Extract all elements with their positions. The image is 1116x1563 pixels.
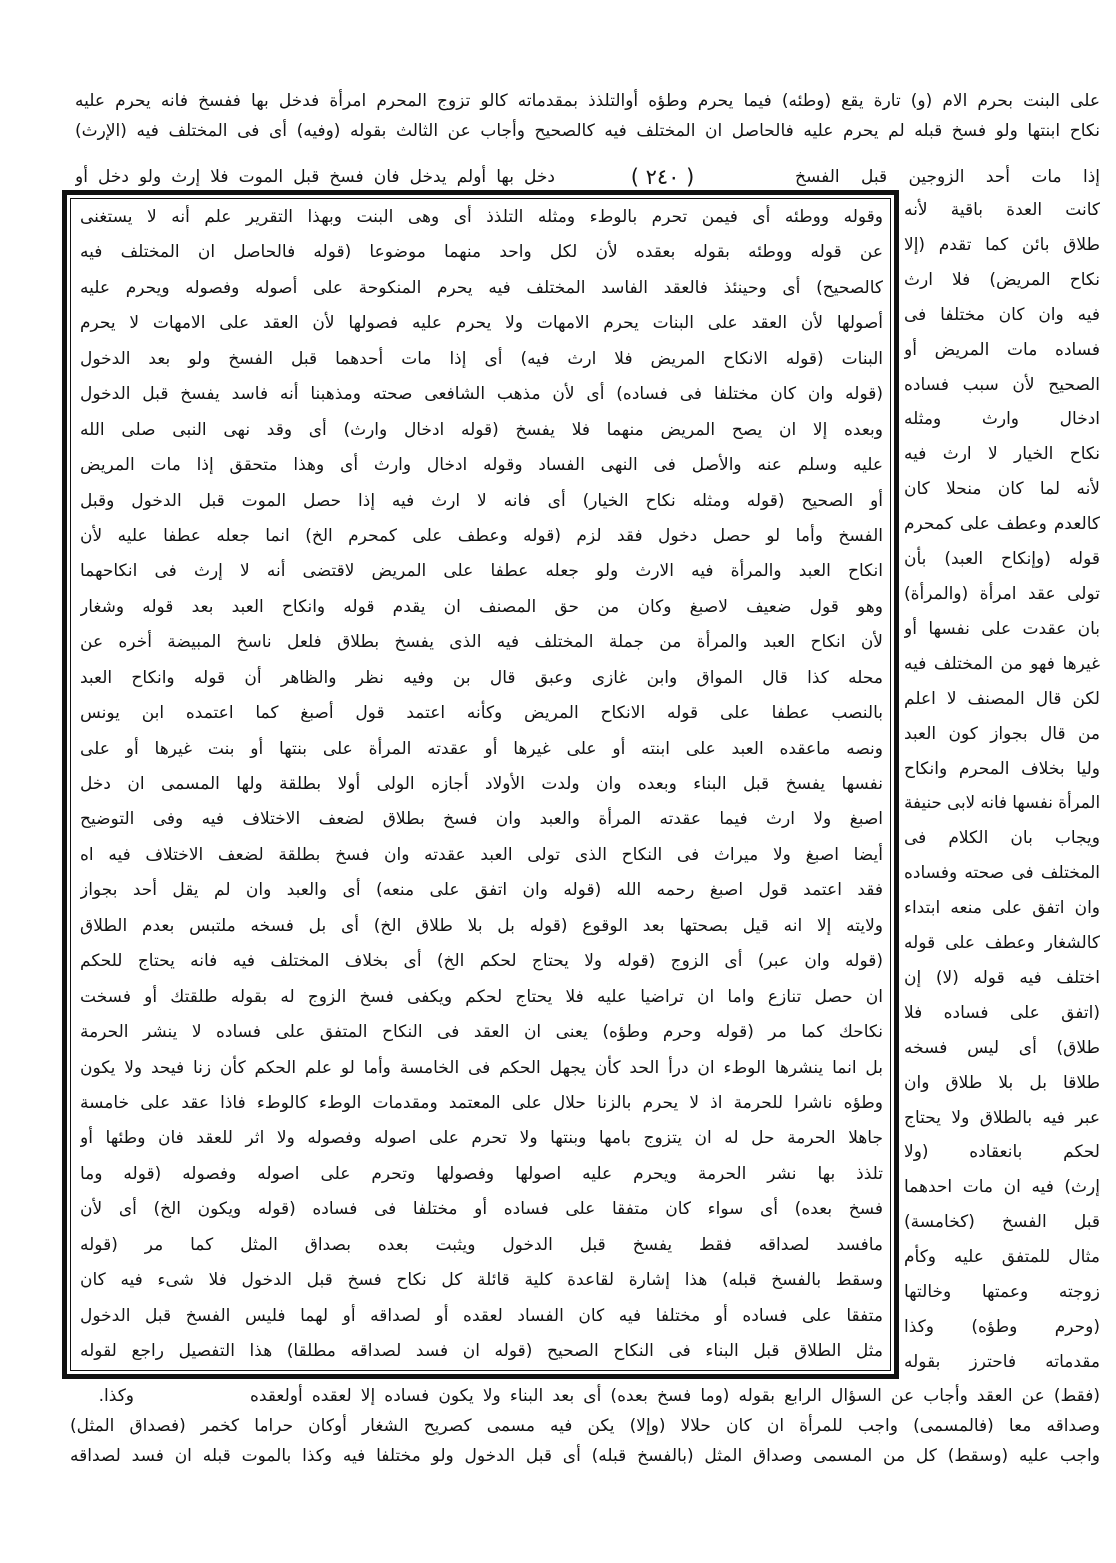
commentary-line-text: البنات (قوله الانكاح المريض فلا ارث فيه) أى إذا مات أحدهما قبل الفسخ ولو بعد الدخول [80,348,883,369]
margin-column-line-text: لأنه لما كان منحلا كان [904,479,1100,500]
commentary-line [80,1335,883,1367]
commentary-line-text: محله كذا قال المواق وابن غازى وعبق قال بن وفيه نظر والظاهر أن قوله وانكاح العبد [80,667,883,688]
commentary-line-text: انكاح العبد والمرأة فيه الارث ولو جعله عطفا على المريض لاقتضى أنه لا إرث فى انكاحهما [80,561,883,582]
margin-column-line [904,1136,1100,1168]
margin-column-line [904,403,1100,435]
margin-column-line-text: لحكم بانعقاده (ولا [904,1142,1100,1163]
commentary-line-text: (قوله وان عبر) أى الزوج (قوله ولا يحتاج لحكم الخ) أى بخلاف المختلف فيه فانه يحتاج للحكم [80,951,883,972]
margin-column-line-text: نكاح الخيار لا ارث فيه [904,444,1100,465]
margin-column-line [904,334,1100,366]
commentary-line-text: أيضا اصبغ ولا ميراث فى النكاح الذى تولى العبد عقدته وان فسخ بطلقة لضعف الاختلاف فيه اه [80,844,883,865]
margin-column-line [904,892,1100,924]
margin-column-line-text: فيه وان كان مختلفا فى [904,304,1100,325]
margin-column-line [904,1067,1100,1099]
margin-column-line [904,473,1100,505]
margin-column-line-text: طلاقا بل بلا طلاق وان [904,1072,1100,1093]
margin-column-line [904,1346,1100,1378]
main-text-line-text: دخل بها أولم يدخل فان فسخ قبل الموت فلا إرث ولو دخل أو [75,167,555,187]
margin-column-line [904,543,1100,575]
commentary-line-text: اصبغ ولا ارث فيما عقدته المرأة والعبد وان فسخ بطلاق لضعف الاختلاف فيه وفى التوضيح [80,809,883,830]
commentary-line [80,591,883,623]
commentary-line-text: نفسها يفسخ قبل البناء وبعده وان ولدت الأولاد أجازه الولى أولا بطلقة ولها المسمى ان دخل [80,774,883,794]
margin-column-line [904,508,1100,540]
margin-column-line [904,857,1100,889]
commentary-line-text: أو الصحيح (قوله ومثله نكاح الخيار) أى فانه لا ارث فيه إذا حصل الموت قبل الدخول وقبل [80,490,883,511]
margin-column-line-text: اختلف فيه قوله (لا) إن [904,967,1100,988]
margin-column-line [904,1032,1100,1064]
margin-column-line-text: زوجته وعمتها وخالتها [904,1282,1100,1303]
commentary-line [80,414,883,446]
margin-column-line [904,927,1100,959]
commentary-line [80,378,883,410]
commentary-line-text: وبعده إلا ان يصح المريض منهما فلا يفسخ (قوله ادخال وارث) أى وقد نهى النبى صلى الله [80,419,883,440]
commentary-line-text: كالصحيح) أى وحينئذ فالعقد الفاسد المختلف فيه يحرم المنكوحة على أصوله وفصوله ويحرم عليه [80,277,883,298]
commentary-line [80,555,883,587]
commentary-line [80,662,883,694]
commentary-box [62,190,899,1379]
commentary-line-text: ان حصل تنازع واما ان تراضيا عليه فلا يحتاج لحكم ويكفى فسخ الزوج له بقوله طلقتك أو فسخت [80,986,883,1007]
main-text-line-text: إذا مات أحد الزوجين قبل الفسخ [795,167,1100,187]
commentary-line [80,697,883,729]
commentary-line-text: الفسخ وأما لو حصل دخول فقد لزم (قوله وعطف على كمحرم الخ) انما جعله عطفا عليه لأن [80,525,883,546]
margin-column-line-text: وان اتفق على منعه ابتداء [904,898,1100,919]
main-text-line-end [70,1381,134,1411]
commentary-line-text: وقوله ووطئه أى فيمن تحرم بالوطء ومثله التلذذ أى وهى البنت وبهذا التقرير علم أنه لا يستغنى [80,207,883,227]
main-text-line-left-part [75,162,555,192]
margin-column-line [904,822,1100,854]
commentary-line [80,1300,883,1332]
commentary-line [80,1229,883,1261]
margin-column-line [904,997,1100,1029]
margin-column-line [904,1311,1100,1343]
commentary-line [80,272,883,304]
margin-column-line-text: ويجاب بان الكلام فى [904,828,1100,849]
margin-column [904,194,1100,1378]
main-text-line [75,116,1100,146]
main-text-line-text: على البنت بحرم الام (و) تارة يقع (وطئه) فيما يحرم وطؤه أوالتلذذ بمقدماته كالو تزوج المحرم امرأة فدخل بها ففسخ فانه يحرم عليه [75,91,1100,111]
margin-column-line [904,194,1100,226]
margin-column-line-text: (اتفق على فساده فلا [904,1002,1100,1023]
main-text-line-text: نكاح ابنتها ولو فسخ قبله لم يحرم عليه فالحاصل ان المختلف فيه كالصحيح وأجاب عن الثالث بقوله (وفيه) أى فى المختلف فيه (الإرث) [75,121,1100,141]
commentary-line-text: وهو قول ضعيف لاصبغ وكان من حق المصنف ان يقدم قوله وانكاح العبد بعد قوله وشغار [80,596,883,617]
main-text-line-text: وصداقه معا (فالمسمى) واجب للمرأة ان كان حلالا (وإلا) يكن فيه مسمى كصريح الشغار أوكان حراما كخمر (فصداق المثل) [70,1416,1100,1436]
commentary-line-text: وطؤه ناشرا للحرمة اذ لا يحرم بالزنا حلال على المعتمد ومقدمات الوطء كالوطء فاذا عقد على خامسة [80,1092,883,1113]
margin-column-line [904,683,1100,715]
commentary-line [80,626,883,658]
commentary-line-text: (قوله وان كان مختلفا فى فساده) أى لأن مذهب الشافعى صحته ومذهبنا أنه فاسد يفسخ قبل الدخول [80,384,883,405]
margin-column-line [904,1276,1100,1308]
margin-column-line-text: كالعدم وعطف على كمحرم [904,514,1100,535]
commentary-line [80,733,883,765]
margin-column-line-text: ادخال وارث ومثله [904,409,1100,430]
margin-column-line-text: غيرها فهو من المختلف فيه [904,653,1100,674]
margin-column-line [904,1102,1100,1134]
margin-column-line-text: لكن قال المصنف لا اعلم [904,688,1100,709]
main-text-line [70,1411,1100,1441]
margin-column-line-text: قوله (وإنكاح العبد) بأن [904,549,1100,570]
margin-column-line-text: إرث) فيه ان مات احدهما [904,1177,1100,1198]
commentary-line-text: عليه وسلم عنه والأصل فى النهى الفساد وقوله ادخال وارث أى وهذا متحقق إذا مات المريض [80,455,883,476]
commentary-line-text: تلذذ بها نشر الحرمة ويحرم عليه اصولها وفصولها وتحرم على اصوله وفصوله (قوله وما [80,1163,883,1184]
margin-column-line-text: مثال للمتفق عليه وكأم [904,1247,1100,1268]
margin-column-line-text: عبر فيه بالطلاق ولا يحتاج [904,1107,1100,1128]
margin-column-line-text: من قال بجواز كون العبد [904,723,1100,744]
margin-column-line-text: طلاق) أى ليس فسخه [904,1037,1100,1058]
margin-column-line-text: وليا بخلاف المحرم وانكاح [904,758,1100,779]
commentary-line-text: فسخ بعده) أى سواء كان متفقا على فساده أو مختلفا فى فساده (قوله ويكون الخ) أى لأن [80,1199,883,1220]
commentary-line-text: بالنصب عطفا على قوله الانكاح المريض وكأنه اعتمد قول أصبغ كما اعتمده ابن يونس [80,703,883,724]
margin-column-line-text: كالشغار وعطف على قوله [904,933,1100,954]
page-number-text: ( ٢٤٠ ) [630,165,695,189]
margin-column-line [904,648,1100,680]
commentary-line [80,1122,883,1154]
commentary-line [80,910,883,942]
commentary-line-text: لأن انكاح العبد والمرأة من جملة المختلف فيه الذى يفسخ بطلاق فلعل ناسخ المبيضة أخره عن [80,632,883,653]
commentary-line [80,945,883,977]
margin-column-line-text: نكاح المريض) فلا ارث [904,269,1100,290]
margin-column-line-text: (وحرم وطؤه) وكذا [904,1317,1100,1337]
commentary-line [80,449,883,481]
commentary-line [80,1052,883,1084]
commentary-line-text: مثل الطلاق قبل البناء فى النكاح الصحيح (قوله ان فسد لصداقه مطلقا) هذا التفصيل راجع لقوله [80,1341,883,1361]
margin-column-line [904,613,1100,645]
commentary-line [80,201,883,233]
margin-column-line [904,264,1100,296]
commentary-line [80,1016,883,1048]
main-text-line-right-part [795,162,1100,192]
commentary-line-text: وسقط بالفسخ قبله) هذا إشارة لقاعدة كلية قائلة كل نكاح فسخ قبل الدخول فلا شىء فيه كان [80,1270,883,1291]
commentary-line-text: عن قوله ووطئه بقوله بعقده لأن لكل واحد منهما موضوعا (قوله فالحاصل ان المختلف فيه [80,242,883,263]
commentary-line [80,520,883,552]
margin-column-line [904,299,1100,331]
margin-column-line-text: مقدماته فاحترز بقوله [904,1351,1100,1372]
margin-column-line-text: كانت العدة باقية لأنه [904,200,1100,220]
commentary-line [80,839,883,871]
margin-column-line [904,962,1100,994]
commentary-line [80,307,883,339]
commentary-line [80,1193,883,1225]
main-text-line [250,1381,1100,1411]
commentary-line-text: مافسد لصداقه فقط يفسخ قبل الدخول ويثبت بعده بصداق المثل كما مر (قوله [80,1234,883,1255]
margin-column-line-text: فساده مات المريض أو [904,339,1100,360]
margin-column-line-text: المختلف فى صحته وفساده [904,863,1100,884]
margin-column-line [904,578,1100,610]
commentary-line [80,1158,883,1190]
margin-column-line-text: طلاق بائن كما تقدم (إلا [904,234,1100,255]
margin-column-line [904,438,1100,470]
commentary-line-text: ونصه ماعقده العبد على ابنته أو على غيرها أو عقدته المرأة على بنتها أو بنت غيرها أو على [80,738,883,759]
commentary-text [80,201,883,1367]
main-text-line-text: (فقط) عن العقد وأجاب عن السؤال الرابع بقوله (وما فسخ بعده) أى بعد البناء ولا يكون فساده إلا لعقده أولعقده [250,1386,1100,1406]
margin-column-line [904,1206,1100,1238]
commentary-line [80,236,883,268]
margin-column-line [904,787,1100,819]
main-text-line [70,1441,1100,1471]
main-text-line [75,86,1100,116]
margin-column-line [904,229,1100,261]
main-text-line-text: واجب عليه (وسقط) كل من المسمى وصداق المثل (بالفسخ قبله) أى قبل الدخول ولو مختلفا فيه وكذا بالموت قبله ان فسد لصداقه [70,1446,1100,1466]
margin-column-line-text: بان عقدت على نفسها أو [904,618,1100,639]
margin-column-line [904,718,1100,750]
commentary-line [80,485,883,517]
commentary-line-text: جاهلا الحرمة حل له ان يتزوج بامها وبنتها ولا تحرم على اصوله وفصوله ولا اثر للعقد فان وطئها أو [80,1128,883,1149]
commentary-line [80,1264,883,1296]
margin-column-line [904,753,1100,785]
margin-column-line [904,369,1100,401]
commentary-line [80,343,883,375]
commentary-line [80,803,883,835]
commentary-line [80,874,883,906]
commentary-line-text: أصولها لأن العقد على البنات يحرم الامهات ولا يحرم عليه فصولها لأن العقد على الامهات لا يحرم [80,313,883,334]
margin-column-line-text: الصحيح لأن سبب فساده [904,374,1100,395]
page-number [600,160,725,194]
commentary-line-text: فقد اعتمد قول اصبغ رحمه الله (قوله وان اتفق على منعه) أى والعبد وان لم يقل أحد بجواز [80,880,883,901]
commentary-line [80,981,883,1013]
margin-column-line [904,1171,1100,1203]
margin-column-line-text: قبل الفسخ (كخامسة) [904,1212,1100,1233]
commentary-line [80,1087,883,1119]
margin-column-line-text: المرأة نفسها فانه لابى حنيفة [904,793,1100,814]
commentary-line-text: نكاحك كما مر (قوله وحرم وطؤه) يعنى ان العقد فى النكاح المتفق على فساده لا ينشر الحرمة [80,1022,883,1043]
commentary-line [80,768,883,800]
margin-column-line [904,1241,1100,1273]
main-text-line-text: وكذا. [98,1386,134,1406]
commentary-line-text: متفقا على فساده أو مختلفا فيه كان الفساد لعقده أو لصداقه أو لهما فليس الفسخ قبل الدخول [80,1305,883,1326]
commentary-line-text: بل انما ينشرها الوطء ان درأ الحد كأن يجهل الحكم فى الخامسة وأما لو علم الحكم كأن زنا فيحد ولا يكون [80,1057,883,1078]
commentary-line-text: ولايته إلا انه قيل بصحتها بعد الوقوع (قوله بل بلا طلاق الخ) أى بل فسخه ملتبس بعدم الطلاق [80,915,883,936]
margin-column-line-text: تولى عقد امرأة (والمرأة) [904,583,1100,604]
